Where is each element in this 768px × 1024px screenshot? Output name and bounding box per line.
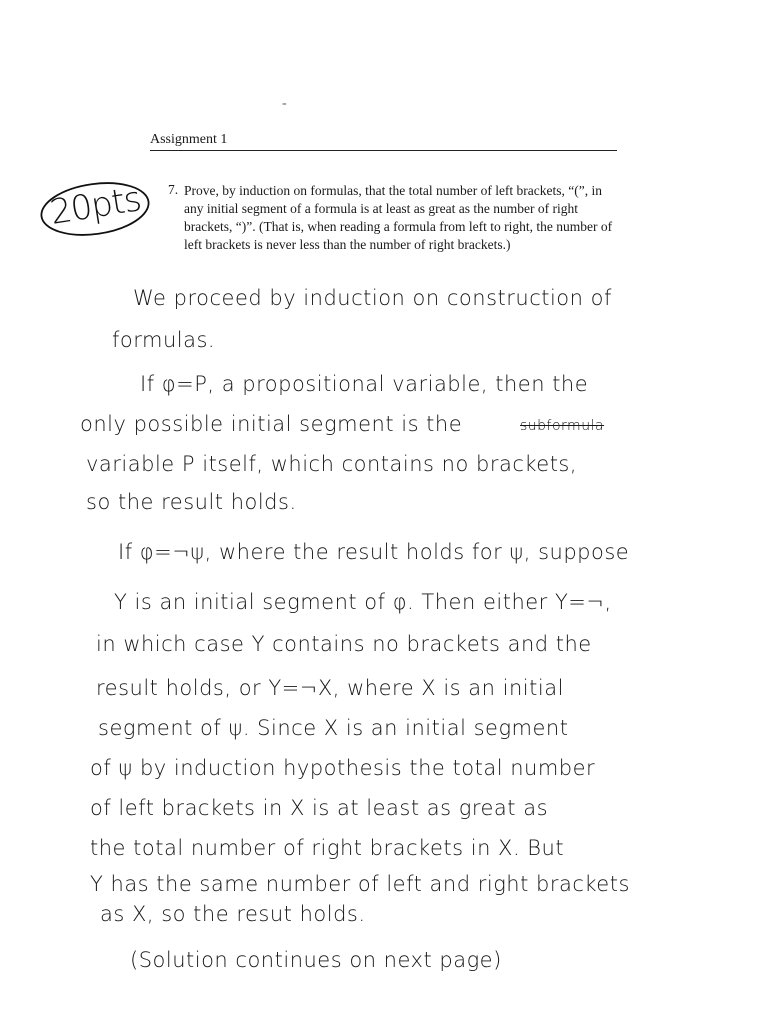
solution-line: Y has the same number of left and right brackets	[90, 872, 630, 896]
solution-line: only possible initial segment is the	[80, 412, 463, 436]
solution-line: result holds, or Y=¬X, where X is an initial	[96, 676, 564, 700]
solution-line: If φ=P, a propositional variable, then the	[140, 372, 589, 396]
solution-line: the total number of right brackets in X. But	[90, 836, 565, 860]
page-title: Assignment 1	[150, 132, 228, 147]
solution-line: in which case Y contains no brackets and the	[96, 632, 592, 656]
crossed-out-word: subformula	[520, 418, 605, 434]
solution-line: segment of ψ. Since X is an initial segment	[98, 716, 569, 740]
solution-line: variable P itself, which contains no brackets,	[86, 452, 578, 476]
solution-line: so the result holds.	[86, 490, 297, 514]
problem-number: 7.	[168, 182, 179, 197]
problem-statement: Prove, by induction on formulas, that the total number of left brackets, “(”, in any initial segment of a formula is at least as great as the number of right brackets, “)”. (That is, when reading a formula from left to right, the number of left brackets is never less than the number of right brackets.)	[184, 183, 613, 252]
points-value: 20pts	[47, 179, 144, 233]
solution-footer: (Solution continues on next page)	[130, 948, 502, 972]
solution-line: formulas.	[112, 328, 216, 352]
points-annotation	[38, 180, 152, 238]
header-divider	[150, 150, 617, 151]
solution-line: as X, so the resut holds.	[100, 902, 366, 926]
solution-line: If φ=¬ψ, where the result holds for ψ, suppose	[118, 540, 630, 564]
solution-line: We proceed by induction on construction of	[133, 286, 612, 310]
solution-line: Y is an initial segment of φ. Then either Y=¬,	[114, 590, 612, 614]
solution-line: of left brackets in X is at least as great as	[90, 796, 549, 820]
header-mark: -	[282, 96, 287, 111]
solution-line: of ψ by induction hypothesis the total number	[90, 756, 596, 780]
